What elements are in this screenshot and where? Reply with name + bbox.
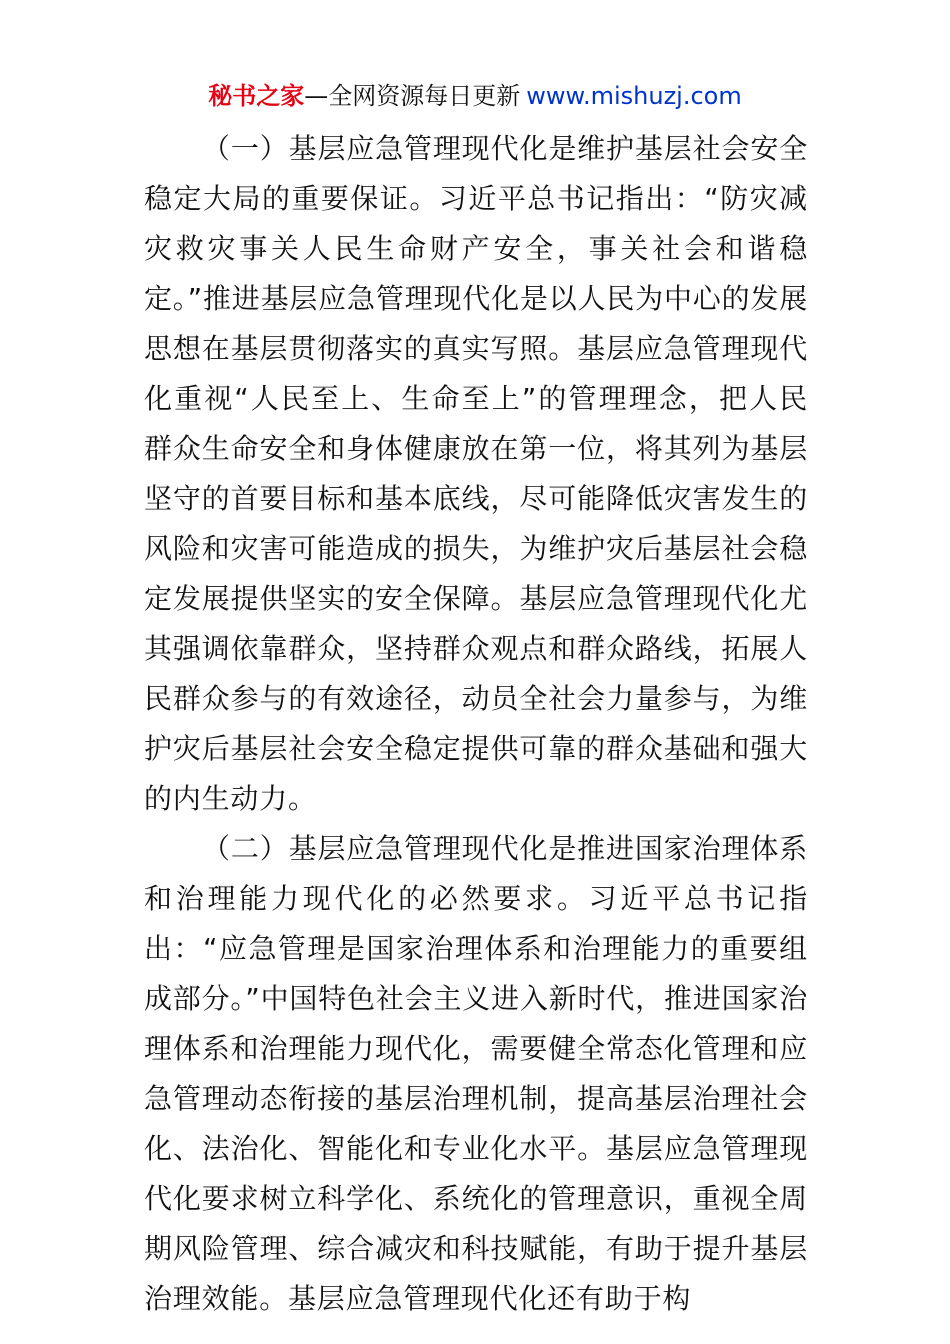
paragraph-1: （一）基层应急管理现代化是维护基层社会安全稳定大局的重要保证。习近平总书记指出：“防灾减灾救灾事关人民生命财产安全，事关社会和谐稳定。”推进基层应急管理现代化是以人民为中心的发展思想在基层贯彻落实的真实写照。基层应急管理现代化重视“人民至上、生命至上”的管理理念，把人民群众生命安全和身体健康放在第一位，将其列为基层坚守的首要目标和基本底线，尽可能降低灾害发生的风险和灾害可能造成的损失，为维护灾后基层社会稳定发展提供坚实的安全保障。基层应急管理现代化尤其强调依靠群众，坚持群众观点和群众路线，拓展人民群众参与的有效途径，动员全社会力量参与，为维护灾后基层社会安全稳定提供可靠的群众基础和强大的内生动力。 [144,132,808,815]
site-header [0,80,950,112]
document-body [144,124,808,1324]
brand-name: 秘书之家 [208,82,305,110]
site-url-link[interactable]: www.mishuzj.com [526,82,742,110]
paragraph-2: （二）基层应急管理现代化是推进国家治理体系和治理能力现代化的必然要求。习近平总书记指出：“应急管理是国家治理体系和治理能力的重要组成部分。”中国特色社会主义进入新时代，推进国家治理体系和治理能力现代化，需要健全常态化管理和应急管理动态衔接的基层治理机制，提高基层治理社会化、法治化、智能化和专业化水平。基层应急管理现代化要求树立科学化、系统化的管理意识，重视全周期风险管理、综合减灾和科技赋能，有助于提升基层治理效能。基层应急管理现代化还有助于构 [144,832,808,1315]
header-tagline: —全网资源每日更新 [304,82,521,110]
